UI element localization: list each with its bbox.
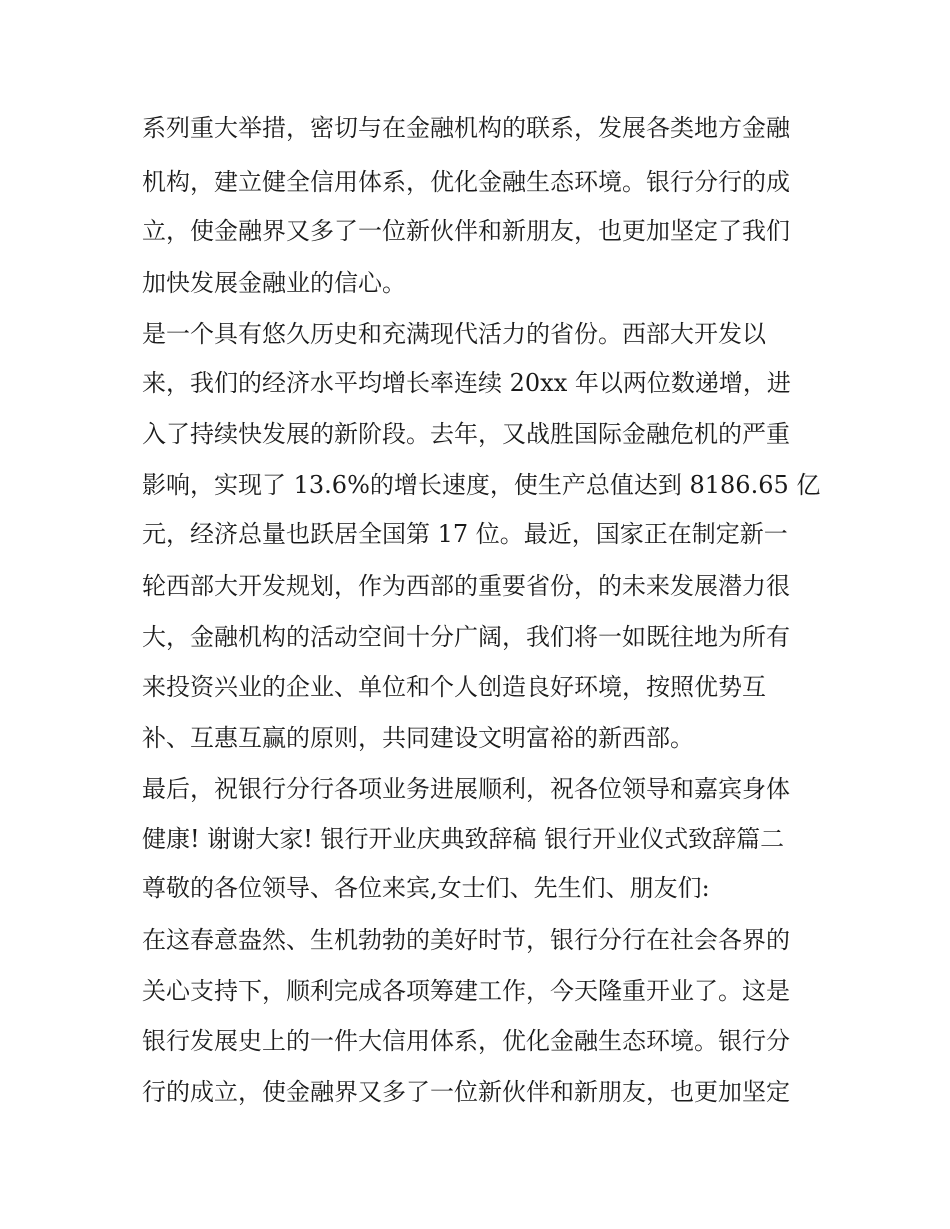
text-line: 大，金融机构的活动空间十分广阔，我们将一如既往地为所有: [142, 623, 790, 651]
text-line: 在这春意盎然、生机勃勃的美好时节，银行分行在社会各界的: [142, 926, 790, 954]
text-line: 行的成立，使金融界又多了一位新伙伴和新朋友，也更加坚定: [142, 1078, 790, 1106]
text-line: 来投资兴业的企业、单位和个人创造良好环境，按照优势互: [142, 673, 766, 701]
text-line: 系列重大举措，密切与在金融机构的联系，发展各类地方金融: [142, 114, 790, 142]
text-line: 关心支持下，顺利完成各项筹建工作，今天隆重开业了。这是: [142, 977, 790, 1005]
text-line: 立，使金融界又多了一位新伙伴和新朋友，也更加坚定了我们: [142, 217, 790, 245]
text-line: 加快发展金融业的信心。: [142, 269, 406, 297]
text-line: 来，我们的经济水平均增长率连续 20xx 年以两位数递增，进: [142, 369, 791, 397]
text-line: 尊敬的各位领导、各位来宾,女士们、先生们、朋友们:: [142, 874, 710, 902]
text-line: 健康! 谢谢大家! 银行开业庆典致辞稿 银行开业仪式致辞篇二: [142, 825, 785, 853]
text-line: 补、互惠互赢的原则，共同建设文明富裕的新西部。: [142, 724, 694, 752]
text-line: 是一个具有悠久历史和充满现代活力的省份。西部大开发以: [142, 320, 766, 348]
text-line: 银行发展史上的一件大信用体系，优化金融生态环境。银行分: [142, 1027, 790, 1055]
text-line: 影响，实现了 13.6%的增长速度，使生产总值达到 8186.65 亿: [142, 471, 821, 499]
text-line: 入了持续快发展的新阶段。去年，又战胜国际金融危机的严重: [142, 420, 790, 448]
text-line: 轮西部大开发规划，作为西部的重要省份，的未来发展潜力很: [142, 572, 790, 600]
text-line: 最后，祝银行分行各项业务进展顺利，祝各位领导和嘉宾身体: [142, 775, 790, 803]
text-line: 元，经济总量也跃居全国第 17 位。最近，国家正在制定新一: [142, 520, 788, 548]
text-line: 机构，建立健全信用体系，优化金融生态环境。银行分行的成: [142, 168, 790, 196]
